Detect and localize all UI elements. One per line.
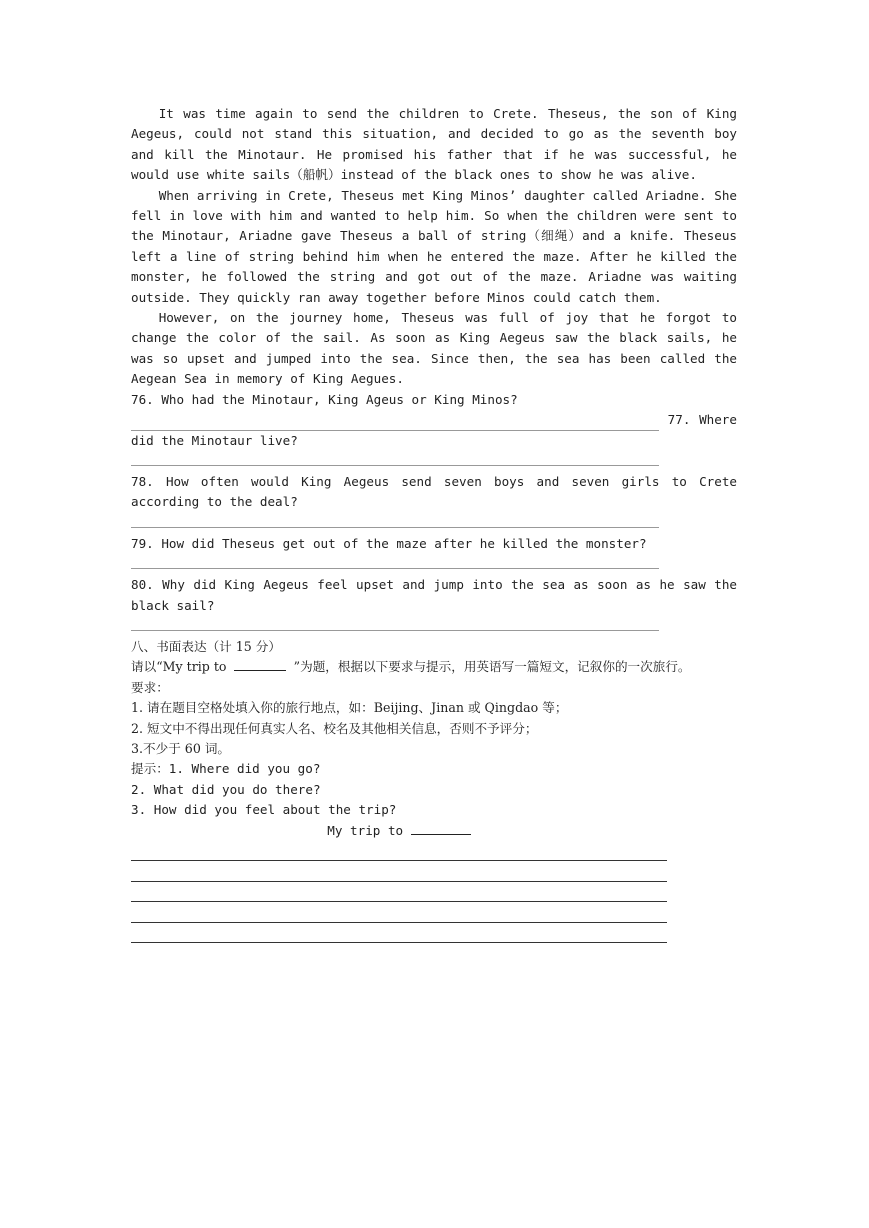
writing-prompt-end: ”为题，根据以下要求与提示，用英语写一篇短文，记叙你的一次旅行。 <box>293 659 691 675</box>
answer-line-79[interactable] <box>131 554 659 569</box>
answer-line-76[interactable] <box>131 415 659 431</box>
question-79: 79. How did Theseus get out of the maze after he killed the monster? <box>131 535 647 551</box>
writing-line[interactable] <box>131 861 667 881</box>
question-77-word: Where <box>699 412 737 428</box>
answer-line-77[interactable] <box>131 451 659 466</box>
writing-line[interactable] <box>131 841 667 861</box>
requirement-2: 2. 短文中不得出现任何真实人名、校名及其他相关信息，否则不予评分； <box>131 720 538 736</box>
writing-lines <box>131 841 737 943</box>
passage-paragraph-1: It was time again to send the children to Crete. Theseus, the son of King Aegeus, could not stand this situation, and decided to go as the seventh boy and kill the Minotaur. He promised his father that if he was successful, he would use white sails（船帆）instead of the black ones to show he was alive. <box>131 106 737 183</box>
worksheet <box>131 104 737 943</box>
hint-2: 2. What did you do there? <box>131 781 321 797</box>
hint-1: 提示：1. Where did you go? <box>131 761 321 777</box>
essay-title-blank[interactable] <box>411 821 471 835</box>
writing-prompt <box>131 657 737 677</box>
requirement-3: 3.不少于 60 词。 <box>131 740 231 756</box>
passage-paragraph-2: When arriving in Crete, Theseus met King Minos’ daughter called Ariadne. She fell in love with him and wanted to help him. So when the children were sent to the Minotaur, Ariadne gave Theseus a ball of string（细绳）and a knife. Theseus left a line of string behind him when he entered the maze. After he killed the monster, he followed the string and got out of the maze. Ariadne was waiting outside. They quickly ran away together before Minos could catch them. <box>131 187 737 305</box>
hint-3: 3. How did you feel about the trip? <box>131 802 397 818</box>
question-76: 76. Who had the Minotaur, King Ageus or King Minos? <box>131 391 518 407</box>
title-blank[interactable] <box>234 657 286 671</box>
question-78: 78. How often would King Aegeus send seven boys and seven girls to Crete according to the deal? <box>131 473 737 510</box>
question-77: did the Minotaur live? <box>131 432 298 448</box>
writing-line[interactable] <box>131 882 667 902</box>
writing-prompt-start: 请以“My trip to <box>131 659 227 675</box>
answer-line-78[interactable] <box>131 513 659 528</box>
requirements-title: 要求： <box>131 679 169 695</box>
passage-paragraph-3: However, on the journey home, Theseus was full of joy that he forgot to change the color of the sail. As soon as King Aegeus saw the black sails, he was so upset and jumped into the sea. Since then, the sea has been called the Aegean Sea in memory of King Aegues. <box>131 310 737 387</box>
answer-line-80[interactable] <box>131 616 659 631</box>
essay-title <box>131 821 667 841</box>
question-77-line <box>131 410 737 430</box>
writing-line[interactable] <box>131 923 667 943</box>
requirement-1: 1. 请在题目空格处填入你的旅行地点，如：Beijing、Jinan 或 Qingdao 等； <box>131 700 568 716</box>
essay-title-text: My trip to <box>327 822 404 838</box>
question-80: 80. Why did King Aegeus feel upset and jump into the sea as soon as he saw the black sail? <box>131 577 737 613</box>
question-77-number: 77. <box>667 412 691 428</box>
writing-section-title: 八、书面表达（计 15 分） <box>131 638 281 654</box>
writing-line[interactable] <box>131 902 667 922</box>
